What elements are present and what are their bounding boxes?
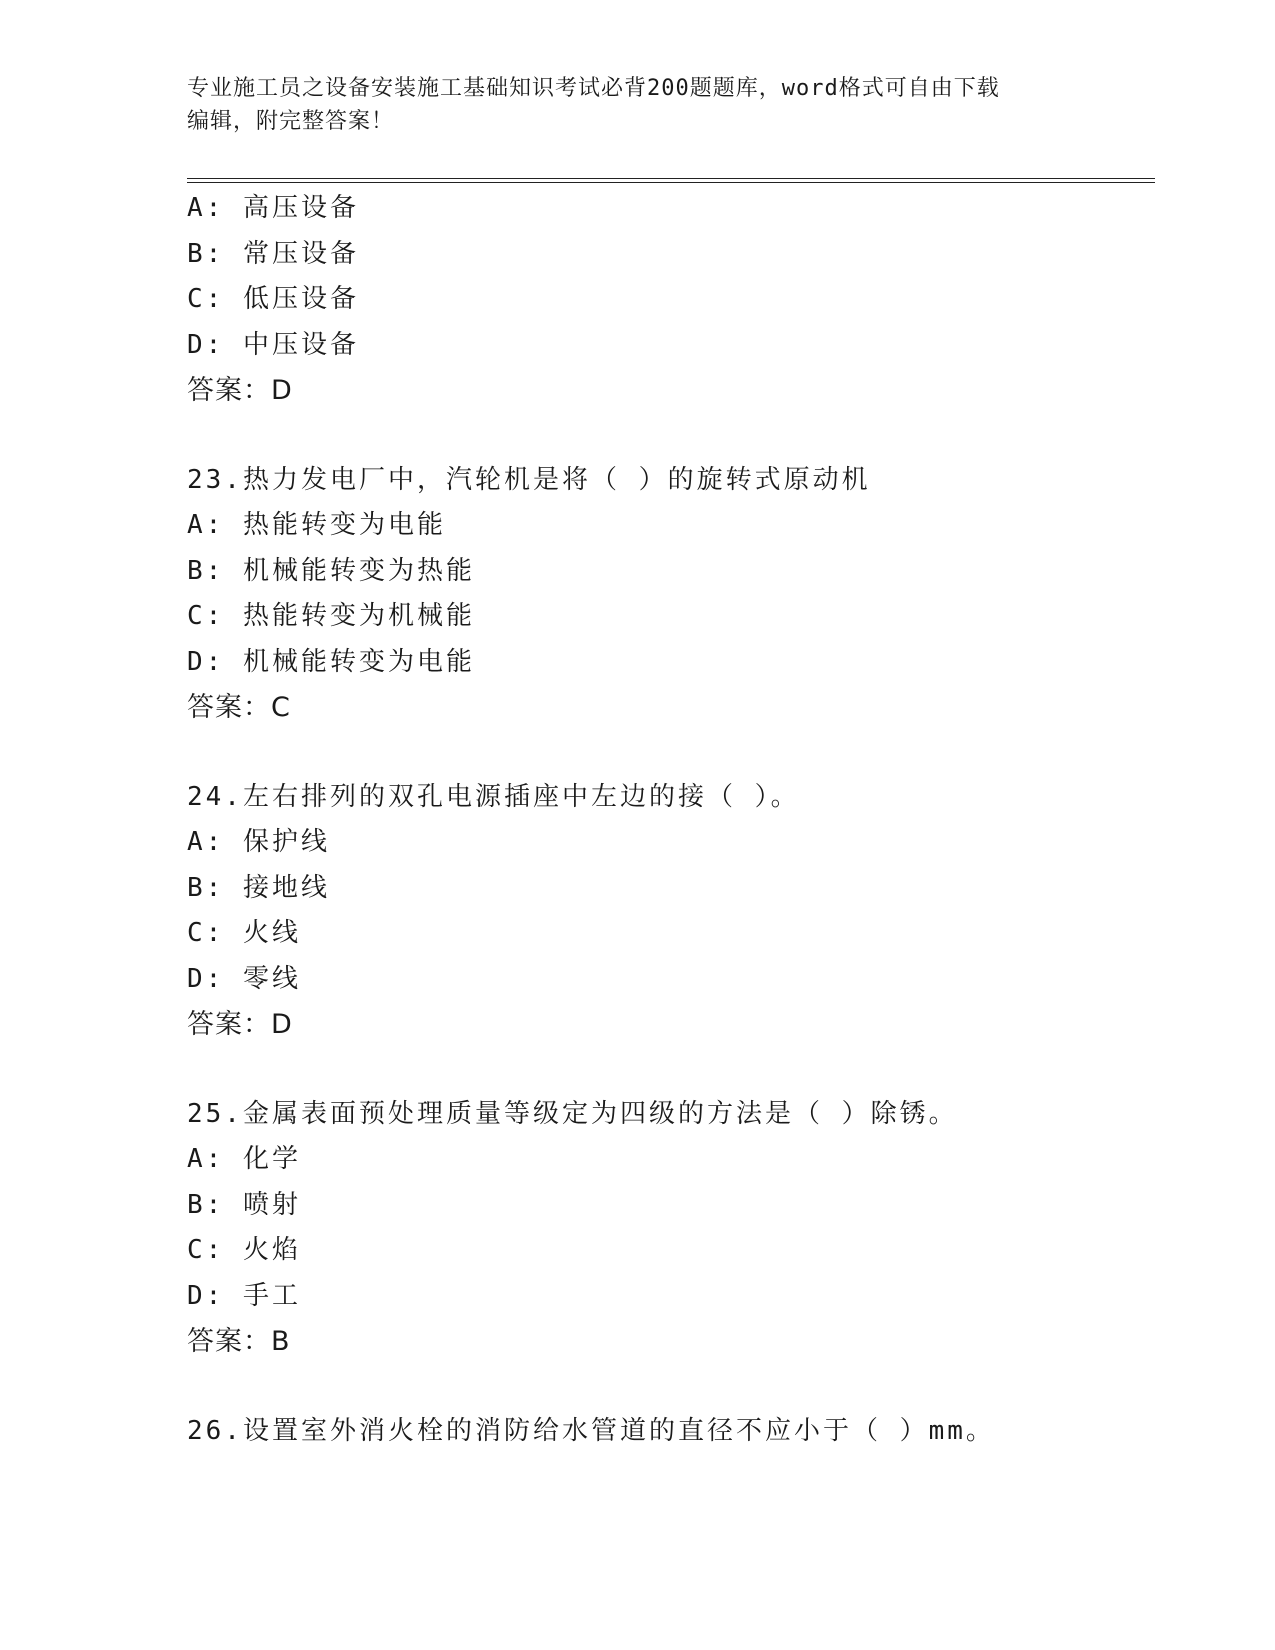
option-b: B: 喷射 (187, 1189, 301, 1220)
option-a: A: 保护线 (187, 827, 330, 857)
option-c: C: 热能转变为机械能 (187, 601, 475, 631)
option-a: A: 化学 (187, 1144, 301, 1174)
option-d: D: 零线 (187, 963, 301, 994)
header-title-line-1: 专业施工员之设备安装施工基础知识考试必背200题题库，word格式可自由下载 (187, 76, 1000, 101)
answer-line: 答案：D (187, 1009, 293, 1040)
question-26 (187, 1409, 1155, 1455)
header-double-rule (187, 178, 1155, 183)
question-stem: 24.左右排列的双孔电源插座中左边的接（ ）。 (187, 781, 800, 812)
answer-line: 答案：B (187, 1326, 291, 1357)
question-stem: 26.设置室外消火栓的消防给水管道的直径不应小于（ ）mm。 (187, 1415, 995, 1446)
question-spacer (187, 731, 1155, 775)
option-b: B: 接地线 (187, 872, 330, 903)
question-spacer (187, 1048, 1155, 1092)
option-d: D: 机械能转变为电能 (187, 646, 475, 677)
question-spacer (187, 1365, 1155, 1409)
answer-line: 答案：C (187, 692, 291, 723)
option-a: A: 热能转变为电能 (187, 510, 446, 540)
question-spacer (187, 414, 1155, 458)
option-d: D: 中压设备 (187, 329, 359, 360)
question-stem: 23.热力发电厂中，汽轮机是将（ ）的旋转式原动机 (187, 464, 871, 495)
answer-line: 答案：D (187, 375, 293, 406)
document-header (187, 72, 1067, 138)
option-b: B: 机械能转变为热能 (187, 555, 475, 586)
option-c: C: 低压设备 (187, 284, 359, 314)
option-c: C: 火线 (187, 918, 301, 948)
question-25 (187, 1092, 1155, 1365)
question-23 (187, 458, 1155, 731)
option-a: A: 高压设备 (187, 193, 359, 223)
question-stem: 25.金属表面预处理质量等级定为四级的方法是（ ）除锈。 (187, 1098, 958, 1129)
option-c: C: 火焰 (187, 1235, 301, 1265)
option-b: B: 常压设备 (187, 238, 359, 269)
question-list (187, 186, 1155, 1454)
header-title-line-2: 编辑，附完整答案！ (187, 109, 395, 134)
question-24 (187, 775, 1155, 1048)
option-d: D: 手工 (187, 1280, 301, 1311)
question-22-tail (187, 186, 1155, 414)
